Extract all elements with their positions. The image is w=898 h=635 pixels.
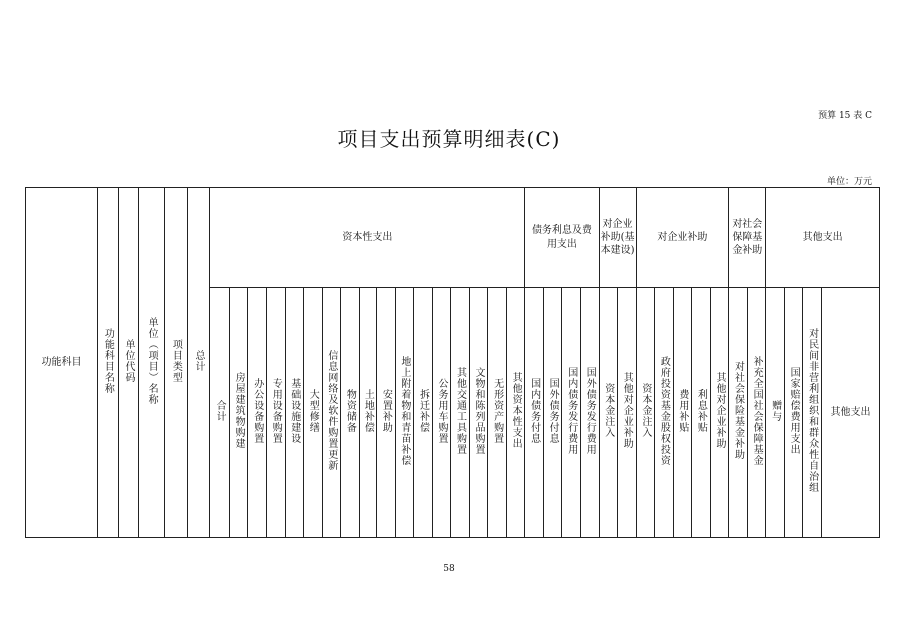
header-unit-project-name: 单位（项目）名称: [139, 188, 165, 538]
col-gift: 赠与: [766, 288, 785, 538]
group-debt-interest: 债务利息及费用支出: [525, 188, 599, 288]
col-building-construction: 房屋建筑物购建: [229, 288, 248, 538]
col-other-vehicle: 其他交通工具购置: [451, 288, 470, 538]
col-material-reserve: 物资储备: [341, 288, 360, 538]
col-state-compensation: 国家赔偿费用支出: [784, 288, 803, 538]
col-other-capital: 其他资本性支出: [506, 288, 525, 538]
col-other-expenses: 其他支出: [821, 288, 879, 538]
col-domestic-debt-issuance: 国内债务发行费用: [562, 288, 581, 538]
header-function-subject-name: 功能科目名称: [98, 188, 119, 538]
col-domestic-debt-interest: 国内债务付息: [525, 288, 544, 538]
unit-label: 单位：万元: [826, 177, 872, 187]
group-enterprise-subsidy-construction: 对企业补助(基本建设): [599, 188, 636, 288]
col-demolition-compensation: 拆迁补偿: [414, 288, 433, 538]
page-title: 项目支出预算明细表(C): [337, 127, 561, 151]
col-capital-subtotal: 合计: [210, 288, 230, 538]
col-it-software: 信息网络及软件购置更新: [322, 288, 341, 538]
col-major-repair: 大型修缮: [304, 288, 323, 538]
col-construction-other-subsidy: 其他对企业补助: [618, 288, 637, 538]
col-attachment-compensation: 地上附着物和青苗补偿: [395, 288, 414, 538]
col-other-enterprise-subsidy: 其他对企业补助: [710, 288, 729, 538]
group-other-expenditure: 其他支出: [766, 188, 880, 288]
col-infrastructure: 基础设施建设: [285, 288, 304, 538]
header-total: 总计: [187, 188, 210, 538]
col-social-insurance-fund: 对社会保险基金补助: [729, 288, 748, 538]
col-land-compensation: 土地补偿: [359, 288, 377, 538]
budget-table: [25, 187, 880, 538]
group-capital-expenditure: 资本性支出: [210, 188, 525, 288]
page-code: 预算 15 表 C: [818, 111, 872, 121]
col-nonprofit-subsidy: 对民间非营利组织和群众性自治组: [803, 288, 822, 538]
header-project-type: 项目类型: [165, 188, 188, 538]
col-official-vehicle: 公务用车购置: [432, 288, 451, 538]
col-resettlement-subsidy: 安置补助: [377, 288, 396, 538]
header-unit-code: 单位代码: [118, 188, 139, 538]
col-intangible-assets: 无形资产购置: [488, 288, 507, 538]
col-foreign-debt-issuance: 国外债务发行费用: [580, 288, 599, 538]
group-enterprise-subsidy: 对企业补助: [636, 188, 729, 288]
col-office-equipment: 办公设备购置: [248, 288, 267, 538]
col-special-equipment: 专用设备购置: [266, 288, 285, 538]
col-construction-capital-injection: 资本金注入: [599, 288, 618, 538]
col-cultural-relics: 文物和陈列品购置: [469, 288, 488, 538]
col-foreign-debt-interest: 国外债务付息: [543, 288, 562, 538]
col-national-social-security-fund: 补充全国社会保障基金: [747, 288, 766, 538]
col-expense-subsidy: 费用补贴: [673, 288, 692, 538]
col-capital-injection: 资本金注入: [636, 288, 655, 538]
col-gov-investment-fund: 政府投资基金股权投资: [655, 288, 674, 538]
header-function-subject: 功能科目: [26, 188, 98, 538]
page-number: 58: [443, 564, 455, 574]
group-social-security-subsidy: 对社会保障基金补助: [729, 188, 766, 288]
col-interest-subsidy: 利息补贴: [692, 288, 711, 538]
